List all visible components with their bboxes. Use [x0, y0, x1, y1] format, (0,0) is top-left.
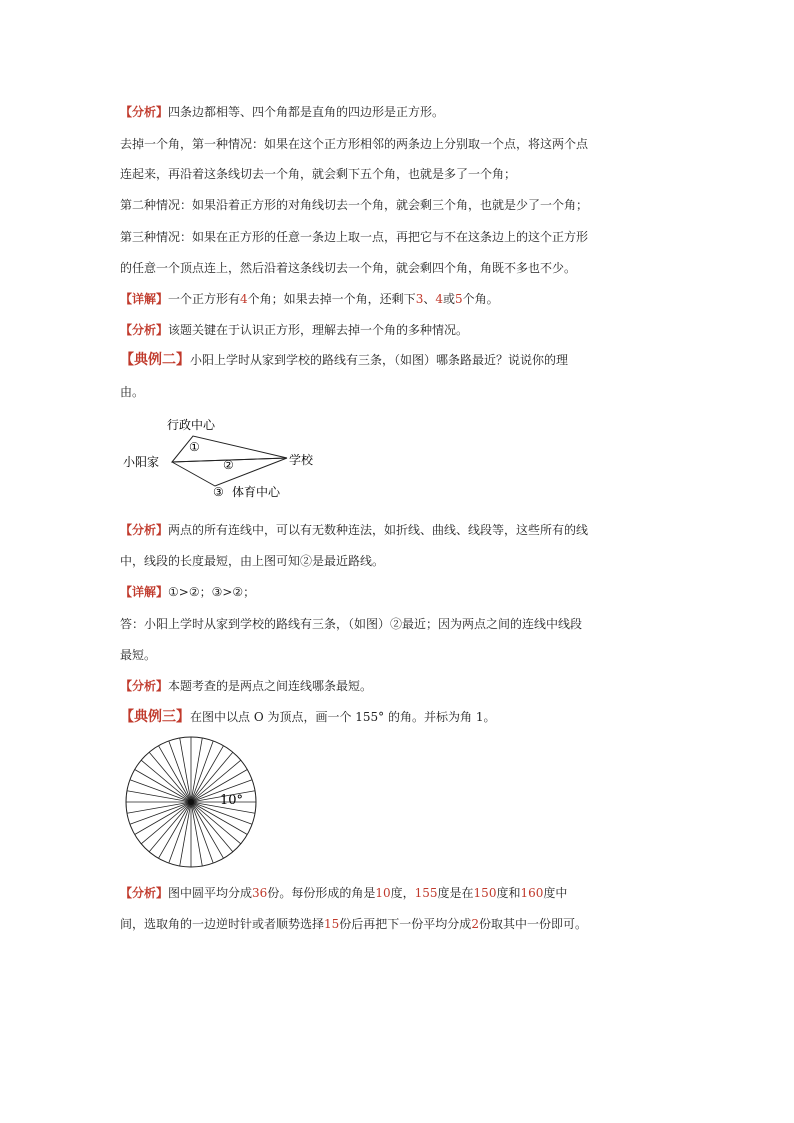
text: 或	[442, 292, 455, 306]
text: 度，	[390, 886, 415, 900]
analysis-text: 四条边都相等、四个角都是直角的四边形是正方形。	[168, 105, 445, 119]
analysis-5	[120, 885, 676, 901]
line-text: 的任意一个顶点连上，然后沿着这条线切去一个角，就会剩四个角，角既不多也不少。	[120, 261, 577, 275]
analysis-tag: 【分析】	[120, 323, 169, 337]
route-1-label: ①	[189, 440, 200, 454]
example-2	[120, 352, 676, 368]
detail-tag: 【详解】	[120, 585, 169, 599]
number: 160	[520, 886, 544, 900]
text: 份取其中一份即可。	[478, 917, 587, 931]
line-text: 第二种情况：如果沿着正方形的对角线切去一个角，就会剩三个角，也就是少了一个角；	[120, 198, 589, 212]
example-3	[120, 709, 676, 725]
number: 155	[414, 886, 438, 900]
number: 3	[415, 292, 424, 306]
example-tag: 【典例二】	[120, 352, 190, 368]
number: 5	[455, 292, 463, 306]
line-text: 中，线段的长度最短，由上图可知②是最近路线。	[120, 554, 385, 568]
text: 个角；如果去掉一个角，还剩下	[247, 292, 416, 306]
analysis-2	[120, 322, 676, 338]
text: 度和	[496, 886, 521, 900]
paragraph-line	[120, 260, 676, 276]
text: 一个正方形有	[168, 292, 241, 306]
analysis-text: 该题关键在于认识正方形，理解去掉一个角的多种情况。	[168, 323, 469, 337]
analysis-tag: 【分析】	[120, 886, 169, 900]
line-text: 去掉一个角，第一种情况：如果在这个正方形相邻的两条边上分别取一个点，将这两个点	[120, 137, 589, 151]
paragraph-line	[120, 553, 676, 569]
center-point-o	[188, 799, 194, 805]
number: 4	[435, 292, 443, 306]
school-label: 学校	[289, 453, 314, 467]
analysis-3	[120, 522, 676, 538]
text: 、	[423, 292, 436, 306]
analysis-4	[120, 678, 676, 694]
analysis-text: 两点的所有连线中，可以有无数种连法，如折线、曲线、线段等，这些所有的线	[168, 523, 589, 537]
paragraph-line	[120, 166, 676, 182]
number: 4	[240, 292, 248, 306]
sports-center-label: 体育中心	[232, 485, 281, 499]
paragraph-line	[120, 384, 676, 400]
protractor-circle	[120, 735, 270, 877]
analysis-tag: 【分析】	[120, 679, 169, 693]
analysis-1	[120, 104, 676, 120]
route-3-label: ③	[213, 485, 224, 499]
number: 15	[324, 917, 340, 931]
example-text: 在图中以点 O 为顶点，画一个 155° 的角。并标为角 1。	[190, 710, 496, 724]
line-text: 由。	[120, 385, 145, 399]
route-2-label: ②	[223, 458, 234, 472]
detail-1	[120, 291, 676, 307]
angle-label: 10°	[220, 793, 244, 808]
text: 份。每份形成的角是	[267, 886, 376, 900]
analysis-text: 本题考查的是两点之间连线哪条最短。	[168, 679, 373, 693]
text: 度中	[543, 886, 568, 900]
paragraph-line	[120, 229, 676, 245]
text: 度是在	[437, 886, 474, 900]
detail-tag: 【详解】	[120, 292, 169, 306]
example-tag: 【典例三】	[120, 709, 190, 725]
analysis-tag: 【分析】	[120, 523, 169, 537]
analysis-tag: 【分析】	[120, 105, 169, 119]
line-text: 最短。	[120, 648, 157, 662]
line-text: 连起来，再沿着这条线切去一个角，就会剩下五个角，也就是多了一个角；	[120, 167, 517, 181]
paragraph-line	[120, 197, 676, 213]
paragraph-line	[120, 916, 676, 932]
line-text: 答：小阳上学时从家到学校的路线有三条，（如图）②最近；因为两点之间的连线中线段	[120, 617, 583, 631]
paragraph-line	[120, 616, 676, 632]
number: 2	[471, 917, 479, 931]
route-diagram	[115, 410, 335, 505]
number: 10	[375, 886, 391, 900]
text: 间，选取角的一边逆时针或者顺势选择	[120, 917, 325, 931]
admin-center-label: 行政中心	[167, 418, 216, 432]
home-label: 小阳家	[123, 455, 160, 469]
detail-2	[120, 584, 676, 600]
text: 图中圆平均分成	[168, 886, 253, 900]
text: 个角。	[462, 292, 499, 306]
example-text: 小阳上学时从家到学校的路线有三条，（如图）哪条路最近？说说你的理	[190, 353, 569, 367]
line-text: 第三种情况：如果在正方形的任意一条边上取一点，再把它与不在这条边上的这个正方形	[120, 230, 589, 244]
text: 份后再把下一份平均分成	[339, 917, 472, 931]
paragraph-line	[120, 136, 676, 152]
detail-text: ①>②；③>②；	[168, 585, 256, 599]
number: 36	[252, 886, 268, 900]
paragraph-line	[120, 647, 676, 663]
number: 150	[473, 886, 497, 900]
